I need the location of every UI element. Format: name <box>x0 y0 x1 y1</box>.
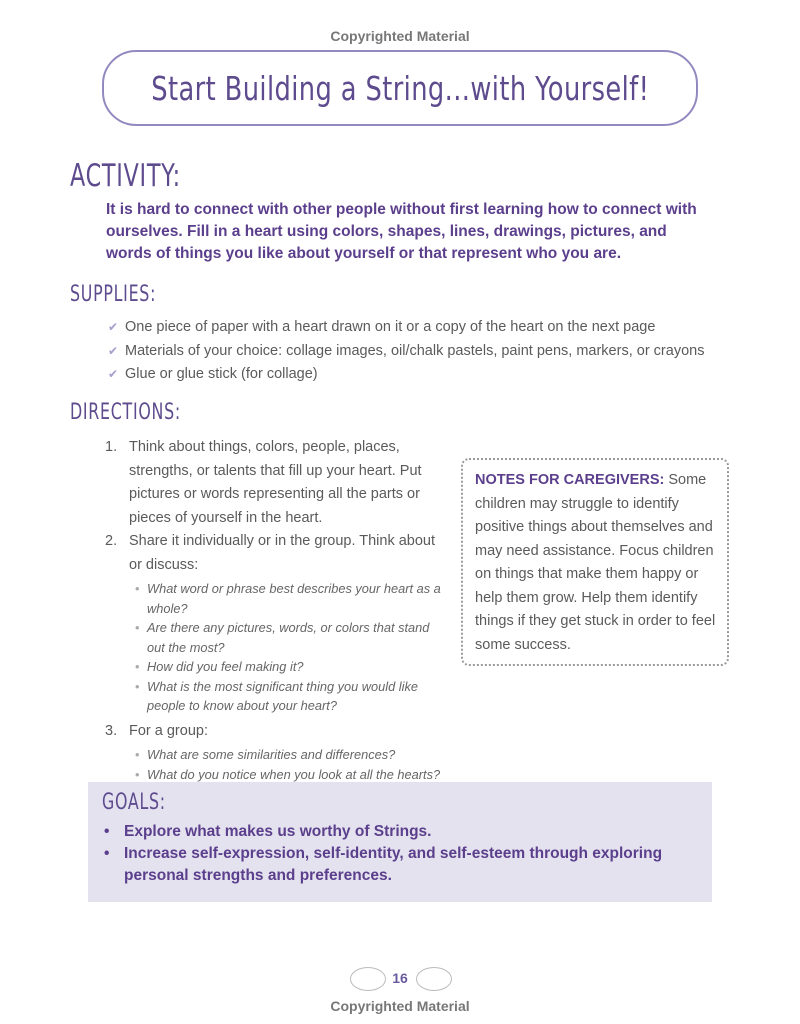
supplies-heading: SUPPLIES: <box>70 282 157 307</box>
step-text: For a group: <box>129 722 208 739</box>
step-text: Think about things, colors, people, places, strengths, or talents that fill up your heart. Put pictures or words representing all the parts or pieces of yourself in the heart. <box>129 439 422 526</box>
direction-step <box>105 720 450 744</box>
step-number: 1. <box>105 439 118 455</box>
step-number: 3. <box>105 722 118 739</box>
bullet-icon: • <box>135 581 140 596</box>
supplies-list <box>108 316 748 387</box>
title-banner <box>102 50 698 126</box>
bullet-icon: • <box>104 845 110 862</box>
activity-heading: ACTIVITY: <box>70 158 181 194</box>
list-item <box>108 340 748 364</box>
goals-list <box>104 821 696 887</box>
list-item <box>135 745 450 765</box>
bullet-icon: • <box>135 620 140 635</box>
checkmark-icon: ✔ <box>108 320 119 334</box>
goals-box <box>88 782 712 902</box>
list-item <box>108 363 748 387</box>
page-number: 16 <box>392 970 408 986</box>
directions-list <box>105 436 450 788</box>
checkmark-icon: ✔ <box>108 367 119 381</box>
list-item <box>135 657 450 677</box>
supply-text: One piece of paper with a heart drawn on it or a copy of the heart on the next page <box>125 319 656 335</box>
caregiver-notes-box <box>461 458 729 666</box>
supply-text: Materials of your choice: collage images, oil/chalk pastels, paint pens, markers, or crayons <box>125 342 705 359</box>
goal-text: Explore what makes us worthy of Strings. <box>124 823 432 840</box>
list-item <box>108 316 748 340</box>
bullet-icon: • <box>104 823 110 840</box>
step-text: Share it individually or in the group. Think about or discuss: <box>129 533 436 573</box>
list-item <box>135 677 450 716</box>
goals-heading: GOALS: <box>102 790 166 815</box>
supply-text: Glue or glue stick (for collage) <box>125 366 318 382</box>
bullet-icon: • <box>135 747 140 762</box>
list-item <box>135 579 450 618</box>
question-text: How did you feel making it? <box>147 659 304 674</box>
question-text: What do you notice when you look at all the hearts? <box>147 766 441 782</box>
question-text: Are there any pictures, words, or colors that stand out the most? <box>147 620 430 655</box>
list-item <box>135 618 450 657</box>
step-number: 2. <box>105 533 118 549</box>
group-questions <box>105 745 450 784</box>
activity-text: It is hard to connect with other people without first learning how to connect with ourselves. Fill in a heart using colors, shapes, lines, drawings, pictures, and words of things you like about yourself or that represent who you are. <box>106 201 697 262</box>
bullet-icon: • <box>135 659 140 674</box>
question-text: What word or phrase best describes your heart as a whole? <box>147 581 441 616</box>
direction-step <box>105 436 450 530</box>
bullet-icon: • <box>135 766 140 782</box>
checkmark-icon: ✔ <box>108 343 119 358</box>
page-title: Start Building a String...with Yourself! <box>150 68 650 108</box>
list-item <box>104 821 696 843</box>
bullet-icon: • <box>135 678 140 694</box>
copyright-watermark-top: Copyrighted Material <box>330 28 470 44</box>
question-text: What are some similarities and differences? <box>147 747 396 762</box>
copyright-watermark-bottom: Copyrighted Material <box>330 998 470 1014</box>
list-item <box>104 843 696 887</box>
discussion-questions <box>105 579 450 716</box>
directions-heading: DIRECTIONS: <box>70 400 181 425</box>
notes-label: NOTES FOR CAREGIVERS: <box>475 472 665 488</box>
notes-text: Some children may struggle to identify positive things about themselves and may need assistance. Focus children on things that make them happy or help them grow. Help them identify things if they get stuck in order to feel some success. <box>475 472 716 653</box>
direction-step <box>105 530 450 577</box>
goal-text: Increase self-expression, self-identity, and self-esteem through exploring personal strengths and preferences. <box>124 845 663 884</box>
question-text: What is the most significant thing you would like people to know about your heart? <box>147 678 418 713</box>
